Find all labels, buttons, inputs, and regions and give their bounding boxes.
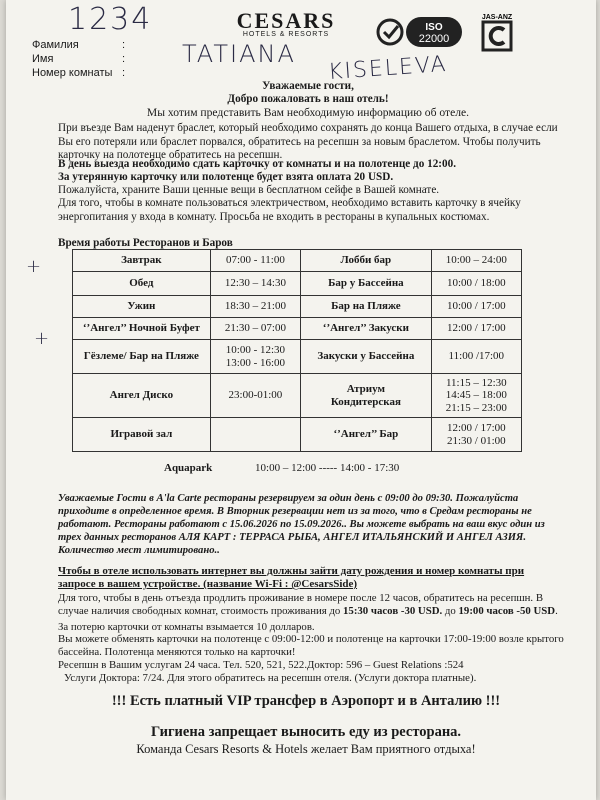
bracelet-info: При въезде Вам наденут браслет, который необходимо сохранять до конца Вашего отдыха, в случае если Вы его потеряли или браслет порвался, обратитесь на ресепшн за новым браслетом. Чтобы получить карточку на полотенце обратитесь на ресепшн.: [58, 122, 558, 162]
venue-name: Атриум Кондитерская: [301, 374, 432, 418]
venue-name: Ангел Диско: [73, 374, 211, 418]
lost-card-fee: За утерянную карточку или полотенце будет взята оплата 20 USD.: [58, 171, 394, 183]
aquapark-time: 10:00 – 12:00 ----- 14:00 - 17:30: [255, 462, 400, 474]
venue-name: Игравой зал: [73, 418, 211, 452]
electricity-info: Для того, чтобы в комнате пользоваться электричеством, необходимо вставить карточку в ячейку энергопитания у входа в комнату. Просьба не входить в рестораны в купальных костюмах.: [58, 197, 521, 223]
jas-anz-logo-icon: [474, 10, 520, 54]
late-checkout-text: .: [555, 604, 558, 617]
venue-hours: 10:00 - 12:30 13:00 - 16:00: [210, 340, 300, 374]
venue-name: Завтрак: [73, 250, 211, 272]
venue-hours: 11:00 /17:00: [431, 340, 521, 374]
hygiene-notice: Гигиена запрещает выносить еду из ресторана.: [150, 724, 462, 740]
venue-name: Бар у Бассейна: [301, 272, 432, 296]
doctor-info: Услуги Доктора: 7/24. Для этого обратитесь на ресепшн отеля. (Услуги доктора платные).: [64, 671, 477, 684]
handwritten-room-number: 1234: [68, 2, 153, 37]
field-colon: :: [122, 53, 126, 65]
safe-info: Пожалуйста, храните Ваши ценные вещи в бесплатном сейфе в Вашей комнате.: [58, 184, 440, 196]
handwritten-last-name: KISELEVA: [327, 51, 449, 86]
venue-hours: 10:00 – 24:00: [431, 250, 521, 272]
greeting-line-2: Добро пожаловать в наш отель!: [227, 93, 389, 105]
venue-hours: 18:30 – 21:00: [210, 296, 300, 318]
schedule-row: [73, 340, 522, 374]
field-colon: :: [122, 39, 126, 51]
reception-info: Ресепшн в Вашим услугам 24 часа. Тел. 520, 521, 522.Доктор: 596 – Guest Relations :524: [58, 658, 464, 671]
greeting-line-1: Уважаемые гости,: [262, 80, 354, 92]
venue-name: Обед: [73, 272, 211, 296]
venue-name: Гёзлеме/ Бар на Пляже: [73, 340, 211, 374]
venue-hours: [210, 418, 300, 452]
schedule-row: [73, 374, 522, 418]
brand-name: CESARS: [236, 8, 336, 33]
aquapark-row: [164, 462, 399, 474]
card-loss-fee: За потерю карточки от комнаты взымается 10 долларов.: [58, 620, 315, 633]
venue-name: ‘’Ангел’’ Закуски: [301, 318, 432, 340]
venue-hours: 11:15 – 12:30 14:45 – 18:00 21:15 – 23:00: [431, 374, 521, 418]
late-checkout-price-1: 15:30 часов -30 USD.: [343, 604, 443, 617]
towel-exchange-info: Вы можете обменять карточки на полотенце с 09:00-12:00 и полотенце на карточки 17:00-19:00 возле крытого бассейна. Полотенца меняются только на карточки!: [58, 633, 564, 659]
guest-fields: [32, 38, 125, 80]
schedule-row: [73, 250, 522, 272]
schedule-title: Время работы Ресторанов и Баров: [58, 237, 233, 249]
venue-name: ‘’Ангел’’ Ночной Буфет: [73, 318, 211, 340]
restaurant-schedule-table: [72, 249, 522, 452]
venue-name: ‘’Ангел’’ Бар: [301, 418, 432, 452]
info-sheet: [6, 0, 596, 800]
late-checkout-text: Для того, чтобы в день отъезда продлить проживание в номере после 12 часов, обратитесь на ресепшн. В случае наличия свободных комнат, стоимость проживания до: [58, 592, 544, 617]
venue-name: Лобби бар: [301, 250, 432, 272]
schedule-row: [73, 318, 522, 340]
venue-hours: 10:00 / 17:00: [431, 296, 521, 318]
schedule-row: [73, 418, 522, 452]
name-label: Имя: [32, 53, 54, 65]
venue-hours: 07:00 - 11:00: [210, 250, 300, 272]
iso-number: 22000: [418, 33, 450, 45]
checkout-card-info: В день выезда необходимо сдать карточку от комнаты и на полотенце до 12:00.: [58, 158, 456, 170]
late-checkout-text: до: [442, 604, 459, 617]
venue-name: Ужин: [73, 296, 211, 318]
schedule-row: [73, 272, 522, 296]
venue-name: Бар на Пляже: [301, 296, 432, 318]
venue-hours: 12:30 – 14:30: [210, 272, 300, 296]
iso-badge-icon: [376, 14, 464, 50]
venue-hours: 21:30 – 07:00: [210, 318, 300, 340]
field-colon: :: [122, 67, 126, 79]
venue-hours: 12:00 / 17:00: [431, 318, 521, 340]
venue-hours: 10:00 / 18:00: [431, 272, 521, 296]
vip-transfer-notice: !!! Есть платный VIP трансфер в Аэропорт и в Анталию !!!: [111, 693, 501, 709]
alacarte-info: Уважаемые Гости в A'la Carte рестораны резервируем за один день с 09:00 до 09:30. Пожалуйста приходите в определенное время. В Вторник резервации нет из за того, что в Средам рестораны не работают. Рестораны работают с 15.06.2026 по 15.09.2026.. Вы можете выбрать на ваш вкус один из трех данных ресторанов АЛЯ КАРТ : ТЕРРАСА РЫБА, АНГЕЛ ИТАЛЬЯНСКИЙ И АНГЕЛ АЗИЯ. Количество мест лимитировано..: [58, 493, 545, 556]
aquapark-label: Aquapark: [164, 462, 213, 474]
cesars-logo: [216, 8, 356, 38]
brand-subtitle: HOTELS & RESORTS: [242, 31, 330, 38]
iso-label: ISO: [425, 22, 443, 33]
team-greeting: Команда Cesars Resorts & Hotels желает Вам приятного отдыха!: [136, 742, 476, 756]
handwritten-check-mark: +: [26, 256, 44, 277]
wifi-info: Чтобы в отеле использовать интернет вы должны зайти дату рождения и номер комнаты при запросе в вашем устройстве. (название Wi-Fi : @CesarsSide): [58, 565, 525, 590]
handwritten-first-name: TATIANA: [182, 40, 296, 68]
venue-name: Закуски у Бассейна: [301, 340, 432, 374]
late-checkout-price-2: 19:00 часов -50 USD: [458, 604, 556, 617]
room-label: Номер комнаты: [32, 67, 113, 79]
venue-hours: 23:00-01:00: [210, 374, 300, 418]
additional-info: [58, 592, 568, 685]
venue-hours: 12:00 / 17:00 21:30 / 01:00: [431, 418, 521, 452]
jas-label: JAS-ANZ: [481, 14, 513, 21]
greeting-line-3: Мы хотим представить Вам необходимую информацию об отеле.: [146, 106, 470, 119]
late-checkout-info: [58, 592, 568, 618]
handwritten-check-mark: +: [34, 328, 52, 349]
schedule-row: [73, 296, 522, 318]
surname-label: Фамилия: [32, 39, 79, 51]
